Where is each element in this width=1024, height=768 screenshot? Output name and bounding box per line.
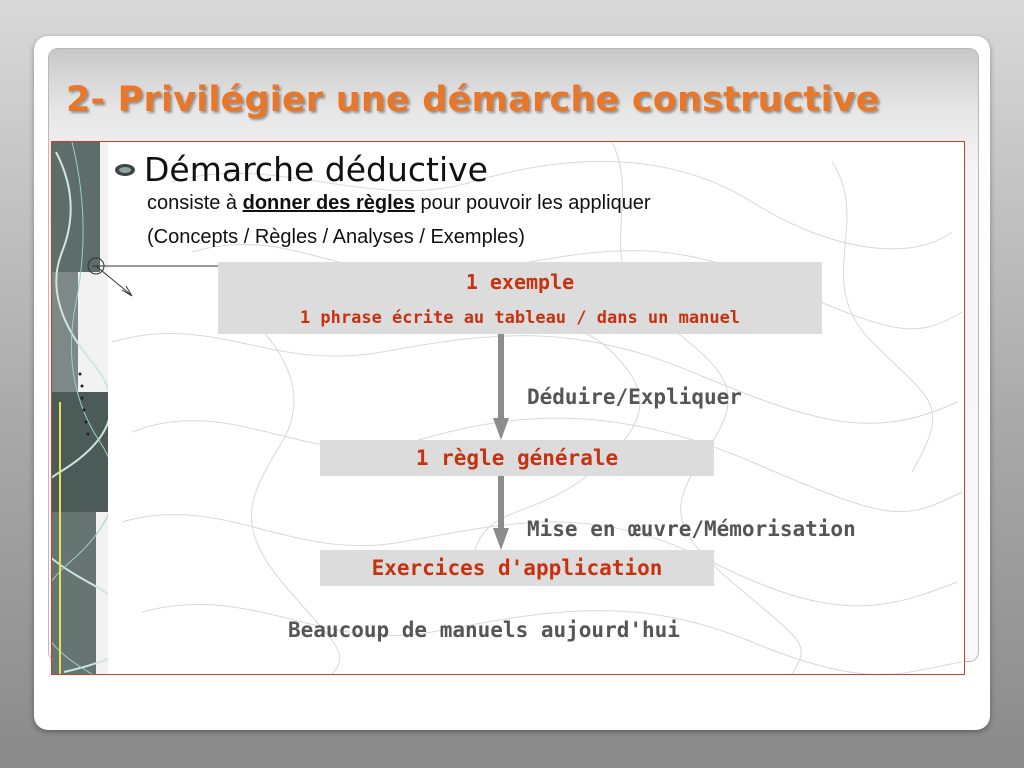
topographic-background	[52, 142, 964, 674]
section-heading: Démarche déductive	[144, 150, 488, 189]
description-text: consiste à	[147, 192, 243, 214]
footer-note: Beaucoup de manuels aujourd'hui	[288, 618, 680, 642]
flow-box-example-subtitle: 1 phrase écrite au tableau / dans un manuel	[299, 308, 741, 328]
decorative-map-strip	[52, 142, 108, 674]
flow-box-example	[218, 262, 822, 334]
content-panel	[51, 141, 965, 675]
step-label-apply: Mise en œuvre/Mémorisation	[527, 517, 856, 541]
flow-box-exercises: Exercices d'application	[320, 550, 714, 586]
flow-box-example-title: 1 exemple	[465, 270, 575, 294]
description-line-1	[147, 192, 651, 215]
heading-line	[114, 150, 488, 190]
description-emphasis: donner des règles	[242, 192, 415, 214]
slide-title: 2- Privilégier une démarche constructive	[66, 80, 880, 120]
bullet-diamond-icon	[114, 159, 136, 181]
flow-box-rule: 1 règle générale	[320, 440, 714, 476]
step-label-deduce: Déduire/Expliquer	[527, 385, 742, 409]
description-text-end: pour pouvoir les appliquer	[414, 192, 651, 214]
description-line-2: (Concepts / Règles / Analyses / Exemples)	[147, 226, 525, 248]
